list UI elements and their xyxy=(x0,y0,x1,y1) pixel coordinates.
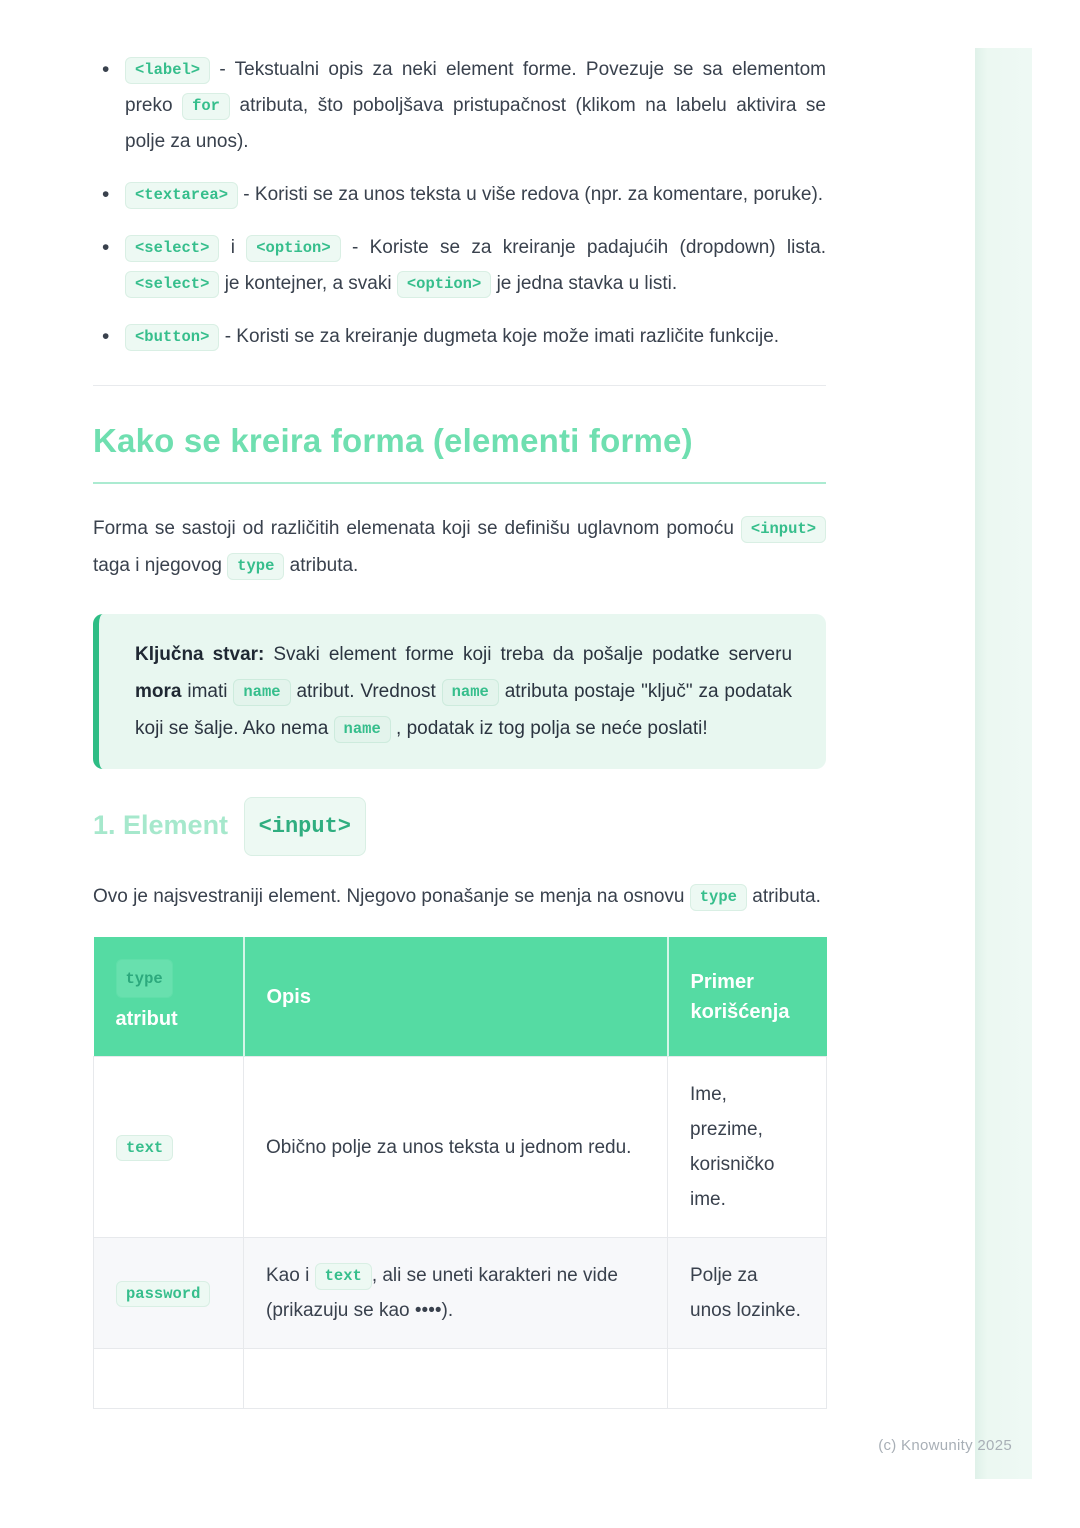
paragraph-text: Forma se sastoji od različitih elemenata koji se definišu uglavnom pomoću xyxy=(93,518,734,539)
code-chip: <select> xyxy=(125,235,219,262)
paragraph-text: atributa. xyxy=(289,555,359,576)
code-chip: <option> xyxy=(246,235,340,262)
list-item xyxy=(93,52,826,160)
code-chip: <label> xyxy=(125,57,210,84)
header-cell-description: Opis xyxy=(244,937,668,1057)
paragraph-text: taga i njegovog xyxy=(93,555,222,576)
cell-description: Obično polje za unos teksta u jednom redu. xyxy=(244,1057,668,1238)
code-chip: type xyxy=(690,884,747,911)
intro-paragraph xyxy=(93,510,826,584)
content-column xyxy=(93,0,826,1409)
cell-description: Kao i text , ali se uneti karakteri ne vide (prikazuju se kao ••••). xyxy=(244,1238,668,1349)
cell-type-chip xyxy=(94,1349,244,1409)
header-cell-type-attribute: type atribut xyxy=(94,937,244,1057)
code-chip: text xyxy=(315,1263,372,1290)
paragraph-text: atributa. xyxy=(752,886,821,907)
footer-credit: (c) Knowunity 2025 xyxy=(878,1437,1012,1454)
list-item-text: - Koristi se za unos teksta u više redova (npr. za komentare, poruke). xyxy=(243,184,824,205)
code-chip: <button> xyxy=(125,324,219,351)
list-item xyxy=(93,230,826,302)
table-header-row xyxy=(94,937,827,1057)
table-row xyxy=(94,1057,827,1238)
code-chip: for xyxy=(182,93,230,120)
code-chip-large: <input> xyxy=(244,797,366,856)
list-item xyxy=(93,177,826,213)
cell-description xyxy=(244,1349,668,1409)
paragraph-text: Ovo je najsvestraniji element. Njegovo ponašanje se menja na osnovu xyxy=(93,886,685,907)
code-chip: type xyxy=(116,959,173,998)
side-strip xyxy=(975,48,1032,1479)
list-item-text: atributa, što poboljšava pristupačnost (klikom na labelu aktivira se polje za unos). xyxy=(125,95,826,152)
code-chip: name xyxy=(334,716,391,743)
list-item-text: i xyxy=(230,237,235,258)
list-item-text: je kontejner, a svaki xyxy=(224,273,392,294)
callout-lead: Ključna stvar: xyxy=(135,644,265,665)
code-chip: <textarea> xyxy=(125,182,238,209)
table-row xyxy=(94,1349,827,1409)
paragraph xyxy=(93,878,826,915)
cell-type-chip xyxy=(94,1057,244,1238)
section-heading xyxy=(93,799,826,858)
list-item-text: je jedna stavka u listi. xyxy=(496,273,678,294)
code-chip: name xyxy=(233,679,290,706)
cell-example xyxy=(668,1349,827,1409)
page-title: Kako se kreira forma (elementi forme) xyxy=(93,420,826,484)
section-divider xyxy=(93,385,826,386)
code-chip: type xyxy=(227,553,284,580)
section-heading-text: 1. Element xyxy=(93,810,229,840)
code-chip: <option> xyxy=(397,271,491,298)
types-table xyxy=(93,937,827,1409)
code-chip: name xyxy=(442,679,499,706)
list-item-text: - Koristi se za kreiranje dugmeta koje može imati različite funkcije. xyxy=(224,326,780,347)
cell-type-chip xyxy=(94,1238,244,1349)
list-item xyxy=(93,319,826,355)
list-item-text: - Koriste se za kreiranje padajućih (dropdown) lista. xyxy=(351,237,826,258)
list-item-text: - Tekstualni opis za neki element forme. Povezuje se sa elementom preko xyxy=(125,59,826,116)
bullet-list xyxy=(93,0,826,355)
cell-example: Ime, prezime, korisničko ime. xyxy=(668,1057,827,1238)
cell-example: Polje za unos lozinke. xyxy=(668,1238,827,1349)
callout-text: Ključna stvar: Svaki element forme koji treba da pošalje podatke serveru mora imati name atribut. Vrednost name atributa postaje "ključ" za podatak koji se šalje. Ako nema name , podatak iz tog polja se neće poslati! xyxy=(135,636,792,747)
header-cell-example: Primer korišćenja xyxy=(668,937,827,1057)
code-chip: text xyxy=(116,1135,173,1162)
callout xyxy=(93,614,826,769)
code-chip: <input> xyxy=(741,516,826,543)
table-row xyxy=(94,1238,827,1349)
code-chip: <select> xyxy=(125,271,219,298)
code-chip: password xyxy=(116,1281,210,1308)
